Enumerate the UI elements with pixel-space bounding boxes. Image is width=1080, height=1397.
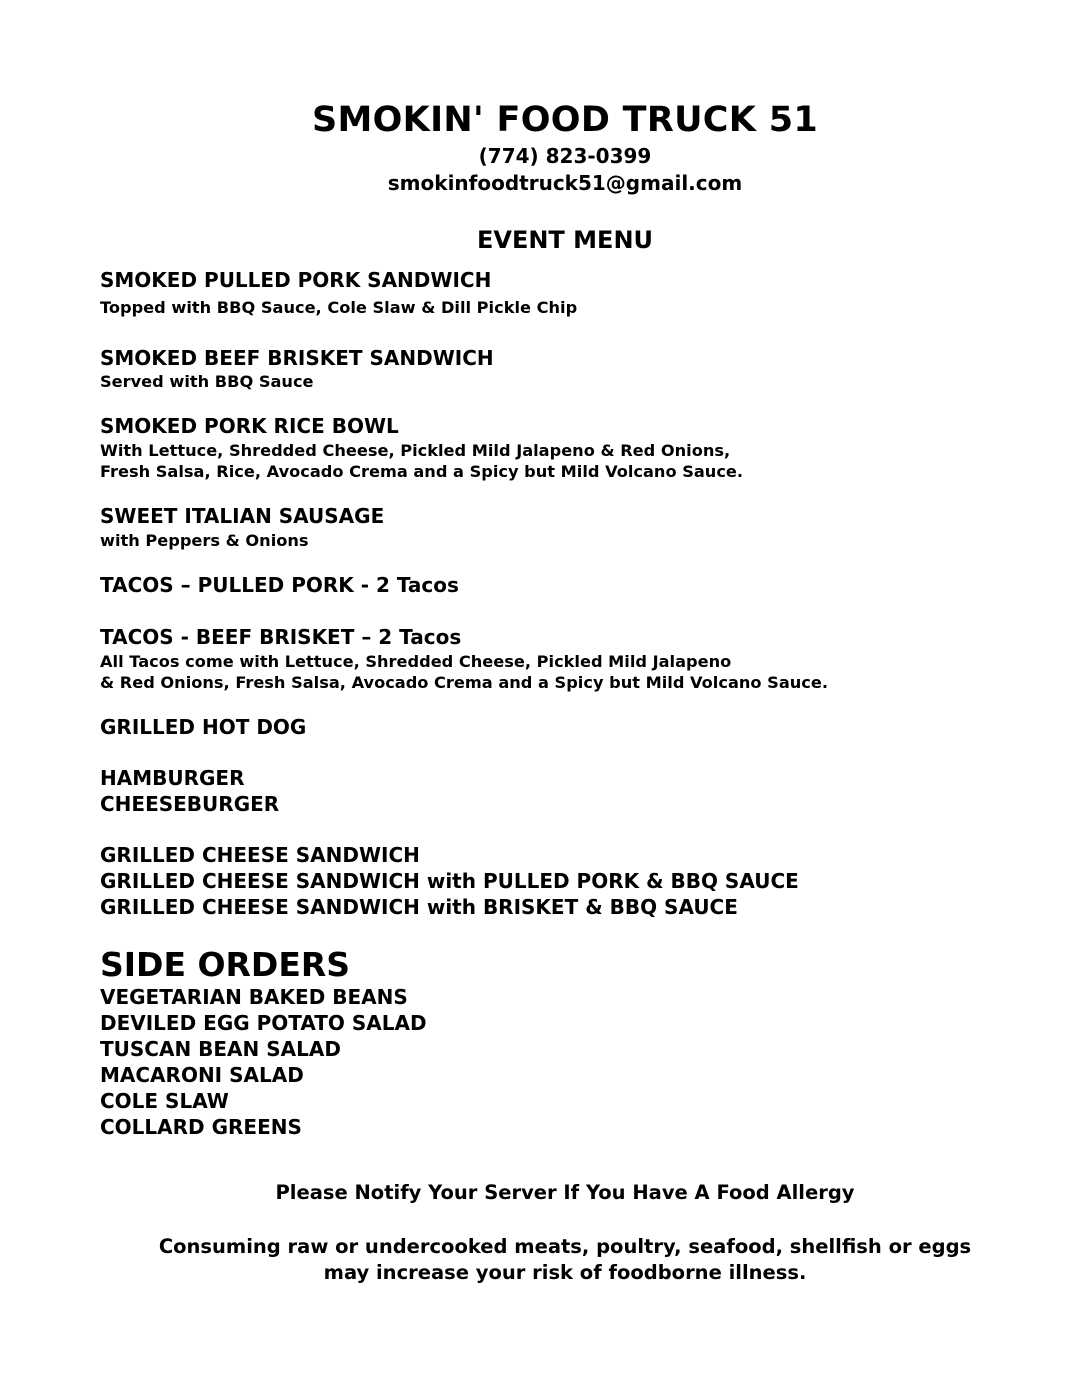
side-order-item: DEVILED EGG POTATO SALAD — [100, 1011, 427, 1035]
side-order-item: MACARONI SALAD — [100, 1063, 304, 1087]
menu-item-name: SMOKED PULLED PORK SANDWICH — [100, 268, 492, 292]
menu-item-name: CHEESEBURGER — [100, 792, 280, 816]
menu-item-name: GRILLED HOT DOG — [100, 715, 307, 739]
menu-item-desc: & Red Onions, Fresh Salsa, Avocado Crema and a Spicy but Mild Volcano Sauce. — [100, 673, 828, 692]
menu-item-name: TACOS – PULLED PORK - 2 Tacos — [100, 573, 459, 597]
menu-item-name: SWEET ITALIAN SAUSAGE — [100, 504, 385, 528]
menu-item-name: TACOS - BEEF BRISKET – 2 Tacos — [100, 625, 462, 649]
menu-item-desc: Served with BBQ Sauce — [100, 372, 314, 391]
menu-item-desc: with Peppers & Onions — [100, 531, 309, 550]
side-order-item: TUSCAN BEAN SALAD — [100, 1037, 341, 1061]
menu-item-desc: Fresh Salsa, Rice, Avocado Crema and a Spicy but Mild Volcano Sauce. — [100, 462, 744, 481]
menu-item-desc: All Tacos come with Lettuce, Shredded Cheese, Pickled Mild Jalapeno — [100, 652, 732, 671]
event-menu-heading: EVENT MENU — [476, 226, 654, 254]
menu-item-desc: Topped with BBQ Sauce, Cole Slaw & Dill Pickle Chip — [100, 298, 578, 317]
email-address: smokinfoodtruck51@gmail.com — [387, 171, 743, 195]
side-order-item: COLLARD GREENS — [100, 1115, 302, 1139]
phone-number: (774) 823-0399 — [478, 144, 652, 168]
restaurant-title: SMOKIN' FOOD TRUCK 51 — [311, 100, 819, 140]
menu-item-name: GRILLED CHEESE SANDWICH — [100, 843, 420, 867]
menu-item-name: GRILLED CHEESE SANDWICH with BRISKET & BBQ SAUCE — [100, 895, 738, 919]
side-order-item: VEGETARIAN BAKED BEANS — [100, 985, 408, 1009]
menu-item-name: SMOKED BEEF BRISKET SANDWICH — [100, 346, 494, 370]
menu-item-desc: With Lettuce, Shredded Cheese, Pickled Mild Jalapeno & Red Onions, — [100, 441, 731, 460]
foodborne-warning-line2: may increase your risk of foodborne illness. — [323, 1261, 807, 1284]
menu-item-name: GRILLED CHEESE SANDWICH with PULLED PORK & BBQ SAUCE — [100, 869, 799, 893]
allergy-notice: Please Notify Your Server If You Have A Food Allergy — [275, 1181, 855, 1204]
side-order-item: COLE SLAW — [100, 1089, 229, 1113]
side-orders-heading: SIDE ORDERS — [100, 945, 351, 984]
menu-item-name: HAMBURGER — [100, 766, 245, 790]
foodborne-warning-line1: Consuming raw or undercooked meats, poultry, seafood, shellfish or eggs — [158, 1235, 972, 1258]
menu-item-name: SMOKED PORK RICE BOWL — [100, 414, 399, 438]
